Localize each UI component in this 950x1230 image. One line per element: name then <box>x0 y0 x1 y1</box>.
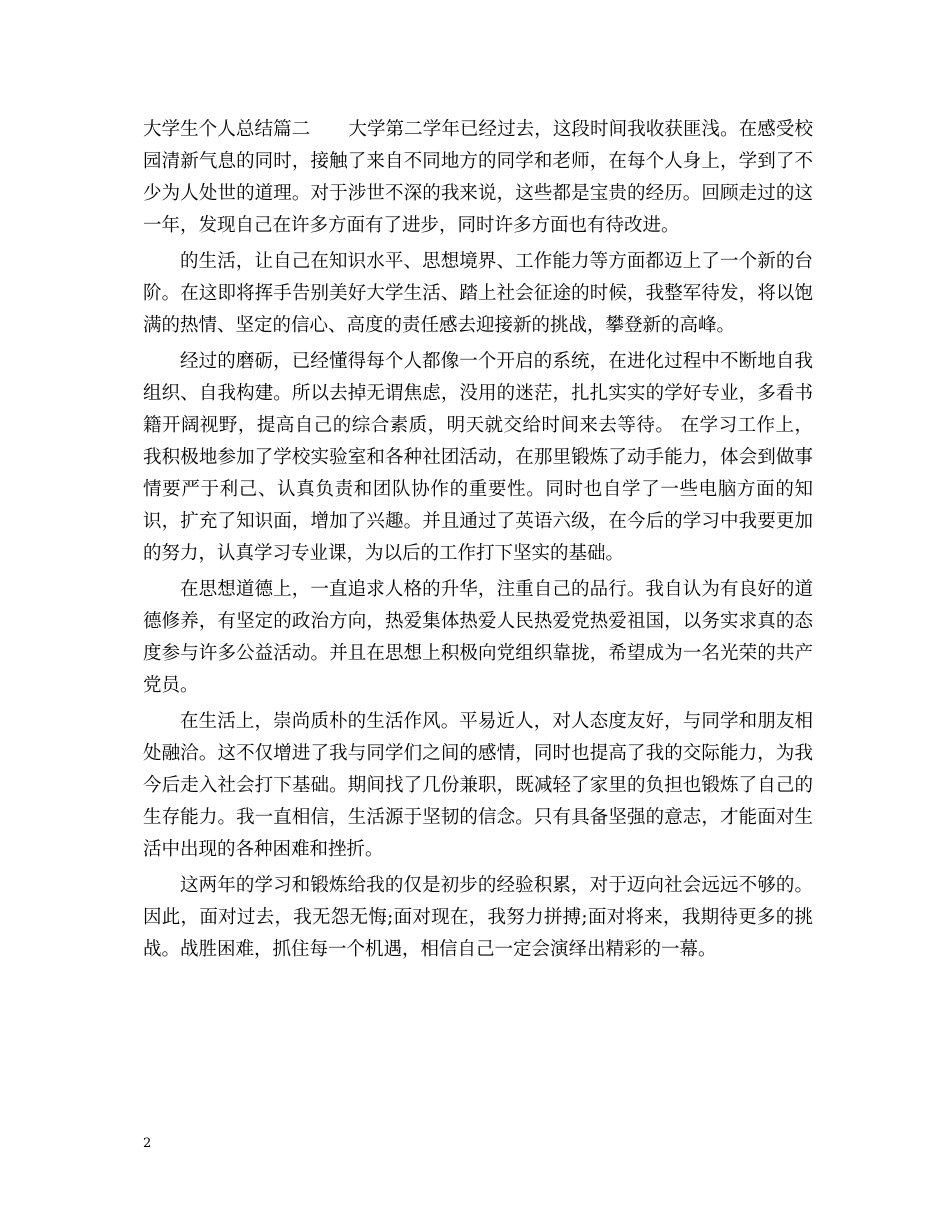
page-number: 2 <box>143 1136 152 1151</box>
paragraph-1 <box>143 114 813 242</box>
paragraph-2: 的生活，让自己在知识水平、思想境界、工作能力等方面都迈上了一个新的台阶。在这即将挥手告别美好大学生活、踏上社会征途的时候，我整军待发，将以饱满的热情、坚定的信心、高度的责任感去迎接新的挑战，攀登新的高峰。 <box>143 251 813 336</box>
paragraph-6: 这两年的学习和锻炼给我的仅是初步的经验积累，对于迈向社会远远不够的。因此，面对过去，我无怨无悔;面对现在，我努力拼搏;面对将来，我期待更多的挑战。战胜困难，抓住每一个机遇，相信自己一定会演绎出精彩的一幕。 <box>143 875 813 960</box>
document-body <box>143 114 813 966</box>
paragraph-5: 在生活上，崇尚质朴的生活作风。平易近人，对人态度友好，与同学和朋友相处融洽。这不仅增进了我与同学们之间的感情，同时也提高了我的交际能力，为我今后走入社会打下基础。期间找了几份兼职，既减轻了家里的负担也锻炼了自己的生存能力。我一直相信，生活源于坚韧的信念。只有具备坚强的意志，才能面对生活中出现的各种困难和挫折。 <box>143 711 813 860</box>
paragraph-1-text: 大学第二学年已经过去，这段时间我收获匪浅。在感受校园清新气息的同时，接触了来自不同地方的同学和老师，在每个人身上，学到了不少为人处世的道理。对于涉世不深的我来说，这些都是宝贵的经历。回顾走过的这一年，发现自己在许多方面有了进步，同时许多方面也有待改进。 <box>143 119 813 236</box>
document-title: 大学生个人总结篇二 <box>143 119 311 140</box>
paragraph-4: 在思想道德上，一直追求人格的升华，注重自己的品行。我自认为有良好的道德修养，有坚定的政治方向，热爱集体热爱人民热爱党热爱祖国，以务实求真的态度参与许多公益活动。并且在思想上积极向党组织靠拢，希望成为一名光荣的共产党员。 <box>143 579 813 696</box>
paragraph-3: 经过的磨砺，已经懂得每个人都像一个开启的系统，在进化过程中不断地自我组织、自我构建。所以去掉无谓焦虑，没用的迷茫，扎扎实实的学好专业，多看书籍开阔视野，提高自己的综合素质，明天就交给时间来去等待。 在学习工作上，我积极地参加了学校实验室和各种社团活动，在那里锻炼了动手能力，体会到做事情要严于利己、认真负责和团队协作的重要性。同时也自学了一些电脑方面的知识，扩充了知识面，增加了兴趣。并且通过了英语六级，在今后的学习中我要更加的努力，认真学习专业课，为以后的工作打下坚实的基础。 <box>143 351 813 564</box>
